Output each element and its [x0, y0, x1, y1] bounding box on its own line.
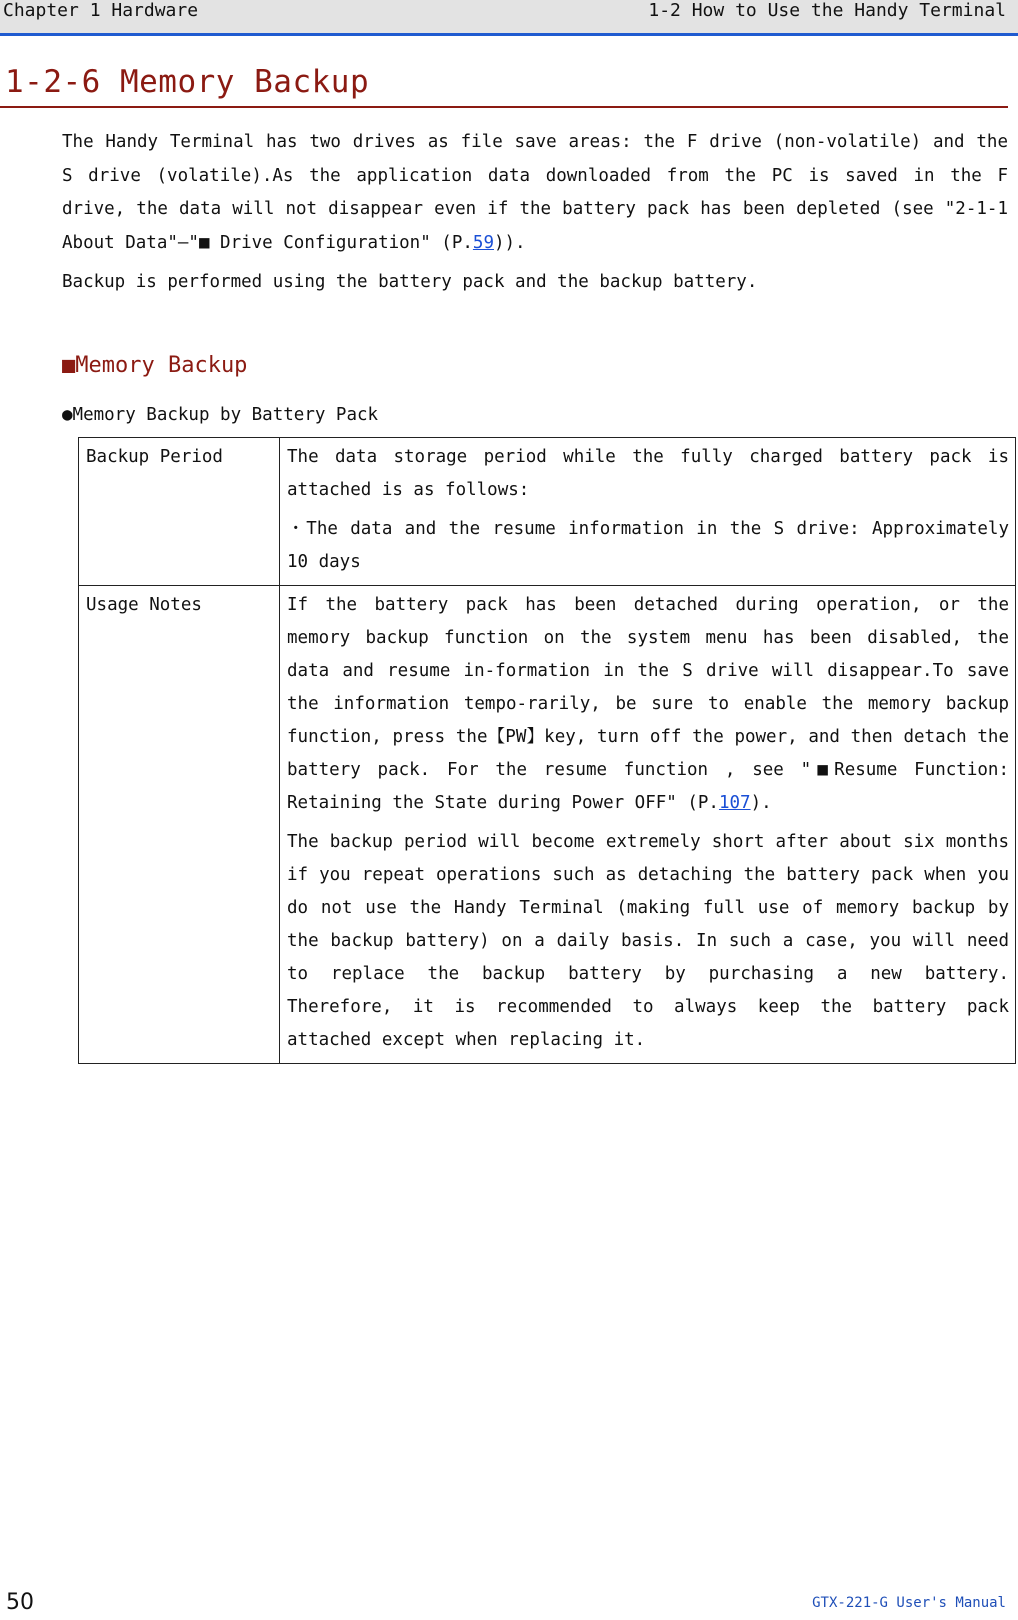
usage-notes-value	[280, 586, 1016, 1064]
section-title-header: 1-2 How to Use the Handy Terminal	[648, 0, 1006, 21]
table-row	[79, 586, 1016, 1064]
usage-notes-warning: The backup period will become extremely short after about six months if you repeat operations such as detaching the battery pack when you do not use the Handy Terminal (making full use of memory backup by the backup battery) on a daily basis. In such a case, you will need to replace the backup battery by purchasing a new battery. Therefore, it is recommended to always keep the battery pack attached except when replacing it.	[287, 832, 1009, 1050]
page-number: 50	[6, 1590, 34, 1615]
memory-backup-table	[78, 437, 1016, 1064]
chapter-title: Chapter 1 Hardware	[3, 0, 199, 21]
page-link-107[interactable]: 107	[718, 793, 751, 813]
usage-notes-label: Usage Notes	[79, 586, 280, 1064]
title-divider	[0, 106, 1008, 108]
intro-text-end: )).	[493, 232, 526, 253]
usage-notes-text	[287, 589, 1009, 820]
backup-period-text: The data storage period while the fully charged battery pack is attached is as follows:	[287, 447, 1009, 500]
intro-paragraph	[62, 126, 1008, 260]
backup-paragraph: Backup is performed using the battery pack and the backup battery.	[62, 272, 758, 292]
manual-name: GTX-221-G User's Manual	[812, 1595, 1006, 1611]
page-header	[0, 0, 1018, 36]
backup-period-value	[280, 438, 1016, 586]
usage-notes-text-end: ).	[750, 793, 772, 813]
backup-period-detail: ・The data and the resume information in the S drive: Approximately 10 days	[287, 519, 1009, 572]
intro-text: The Handy Terminal has two drives as file save areas: the F drive (non-volatile) and the S drive (volatile).As the application data downloaded from the PC is saved in the F drive, the data will not disappear even if the battery pack has been depleted (see "2-1-1 About Data"—"■ Drive Configuration" (P.	[62, 132, 1008, 253]
memory-backup-heading: ■Memory Backup	[62, 353, 248, 378]
battery-pack-heading: ●Memory Backup by Battery Pack	[62, 405, 379, 425]
page-title: 1-2-6 Memory Backup	[5, 64, 370, 100]
page-link-59[interactable]: 59	[472, 232, 494, 253]
backup-period-label: Backup Period	[79, 438, 280, 586]
table-row	[79, 438, 1016, 586]
usage-notes-text-start: If the battery pack has been detached during operation, or the memory backup function on the system menu has been disabled, the data and resume in-formation in the S drive will disappear.To save the information tempo-rarily, be sure to enable the memory backup function, press the【PW】key, turn off the power, and then detach the battery pack. For the resume function , see "■Resume Function: Retaining the State during Power OFF" (P.	[287, 595, 1009, 813]
